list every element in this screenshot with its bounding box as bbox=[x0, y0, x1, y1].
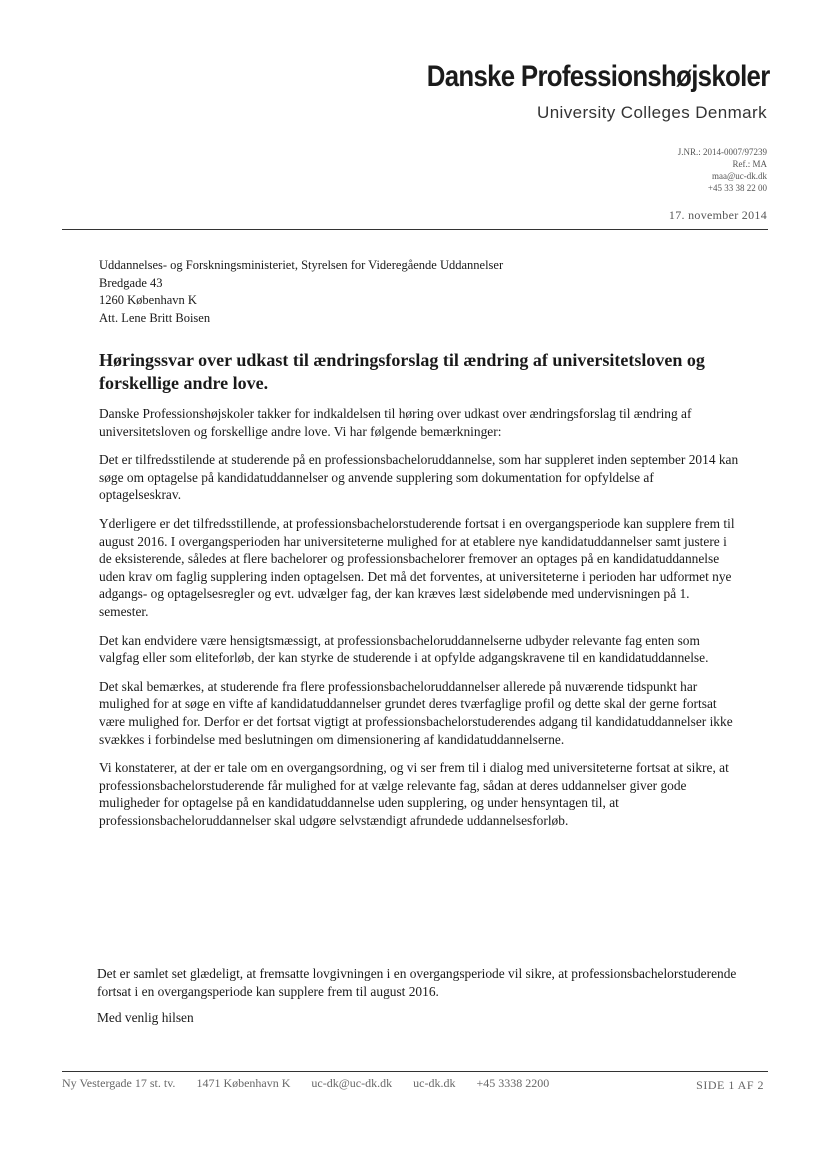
recipient-address bbox=[99, 257, 503, 327]
footer-email: uc-dk@uc-dk.dk bbox=[311, 1076, 393, 1090]
footer bbox=[62, 1076, 768, 1096]
letter-title: Høringssvar over udkast til ændringsforslag til ændring af universitetsloven og forskellige andre love. bbox=[99, 350, 705, 393]
journal-number: J.NR.: 2014-0007/97239 bbox=[677, 147, 767, 157]
closing-paragraph: Det er samlet set glædeligt, at fremsatte lovgivningen i en overgangsperiode vil sikre, at professionsbachelorstuderende fortsat i en overgangsperiode kan supplere frem til august 2016. bbox=[97, 966, 737, 999]
org-subtitle: University Colleges Denmark bbox=[537, 103, 767, 122]
body-paragraph: Yderligere er det tilfredsstillende, at professionsbachelorstuderende fortsat i en overgangsperiode kan supplere frem til august 2016. I overgangsperioden har universiteterne mulighed for at etablere nye kandidatuddannelser samt justere i de eksisterende, således at flere bachelorer og professionsbachelorer fremover an optages på en kandidatuddannelse uden krav om faglig supplering inden optagelsen. Det må det forventes, at universiteterne i perioden har udformet nye adgangs- og optagelsesregler og evt. udvælger fag, der kan kræves læst sideløbende med undervisningen på 1. semester. bbox=[99, 515, 735, 619]
letter-closing bbox=[97, 965, 737, 1036]
body-paragraph: Vi konstaterer, at der er tale om en overgangsordning, og vi ser frem til i dialog med universiteterne fortsat at sikre, at professionsbachelorstuderende får mulighed for at vælge relevante fag, sådan at deres uddannelser giver gode muligheder for optagelse på en kandidatuddannelse uden supplering, og under hensyntagen til, at professionsbacheloruddannelser skal udgøre selvstændigt afrundede uddannelsesforløb. bbox=[99, 760, 729, 828]
body-paragraph: Det kan endvidere være hensigtsmæssigt, at professionsbacheloruddannelserne udbyder relevante fag enten som valgfag eller som eliteforløb, der kan styrke de studerende i at opfylde adgangskravene til en kandidatuddannelse. bbox=[99, 632, 709, 666]
letter-date: 17. november 2014 bbox=[668, 208, 767, 222]
reference-block bbox=[678, 146, 767, 194]
recipient-line: Bredgade 43 bbox=[99, 275, 163, 290]
contact-phone: +45 33 38 22 00 bbox=[707, 183, 767, 193]
footer-phone: +45 3338 2200 bbox=[476, 1076, 550, 1090]
body-paragraph: Det skal bemærkes, at studerende fra flere professionsbacheloruddannelser allerede på nuværende tidspunkt har mulighed for at søge en vifte af kandidatuddannelser grundet deres tværfaglige profil og dette skal der gerne fortsat være mulighed for. Derfor er det fortsat vigtigt at professionsbachelorstuderendes adgang til kandidatuddannelser ikke svækkes i forbindelse med beslutningen om dimensionering af kandidatuddannelserne. bbox=[99, 678, 733, 747]
recipient-line: Uddannelses- og Forskningsministeriet, Styrelsen for Videregående Uddannelser bbox=[99, 258, 504, 272]
recipient-line: Att. Lene Britt Boisen bbox=[99, 310, 211, 325]
reference: Ref.: MA bbox=[732, 159, 767, 169]
letter-body bbox=[99, 349, 739, 840]
page-number: SIDE 1 AF 2 bbox=[696, 1078, 764, 1092]
org-name: Danske Professionshøjskoler bbox=[427, 60, 770, 93]
header-divider bbox=[62, 229, 768, 230]
body-paragraph: Det er tilfredsstilende at studerende på en professionsbacheloruddannelse, som har suppleret inden september 2014 kan søge om optagelse på kandidatuddannelser og anvende supplering som dokumentation for opfyldelse af optagelseskrav. bbox=[99, 452, 739, 503]
footer-address: Ny Vestergade 17 st. tv. bbox=[62, 1076, 176, 1090]
footer-divider bbox=[62, 1071, 768, 1072]
footer-city: 1471 København K bbox=[196, 1076, 291, 1090]
greeting: Med venlig hilsen bbox=[97, 1010, 194, 1026]
body-paragraph: Danske Professionshøjskoler takker for indkaldelsen til høring over udkast over ændringsforslag til ændring af universitetsloven og forskellige andre love. Vi har følgende bemærkninger: bbox=[99, 406, 692, 439]
contact-email: maa@uc-dk.dk bbox=[711, 171, 767, 181]
recipient-line: 1260 København K bbox=[99, 293, 197, 307]
footer-website: uc-dk.dk bbox=[413, 1076, 456, 1090]
